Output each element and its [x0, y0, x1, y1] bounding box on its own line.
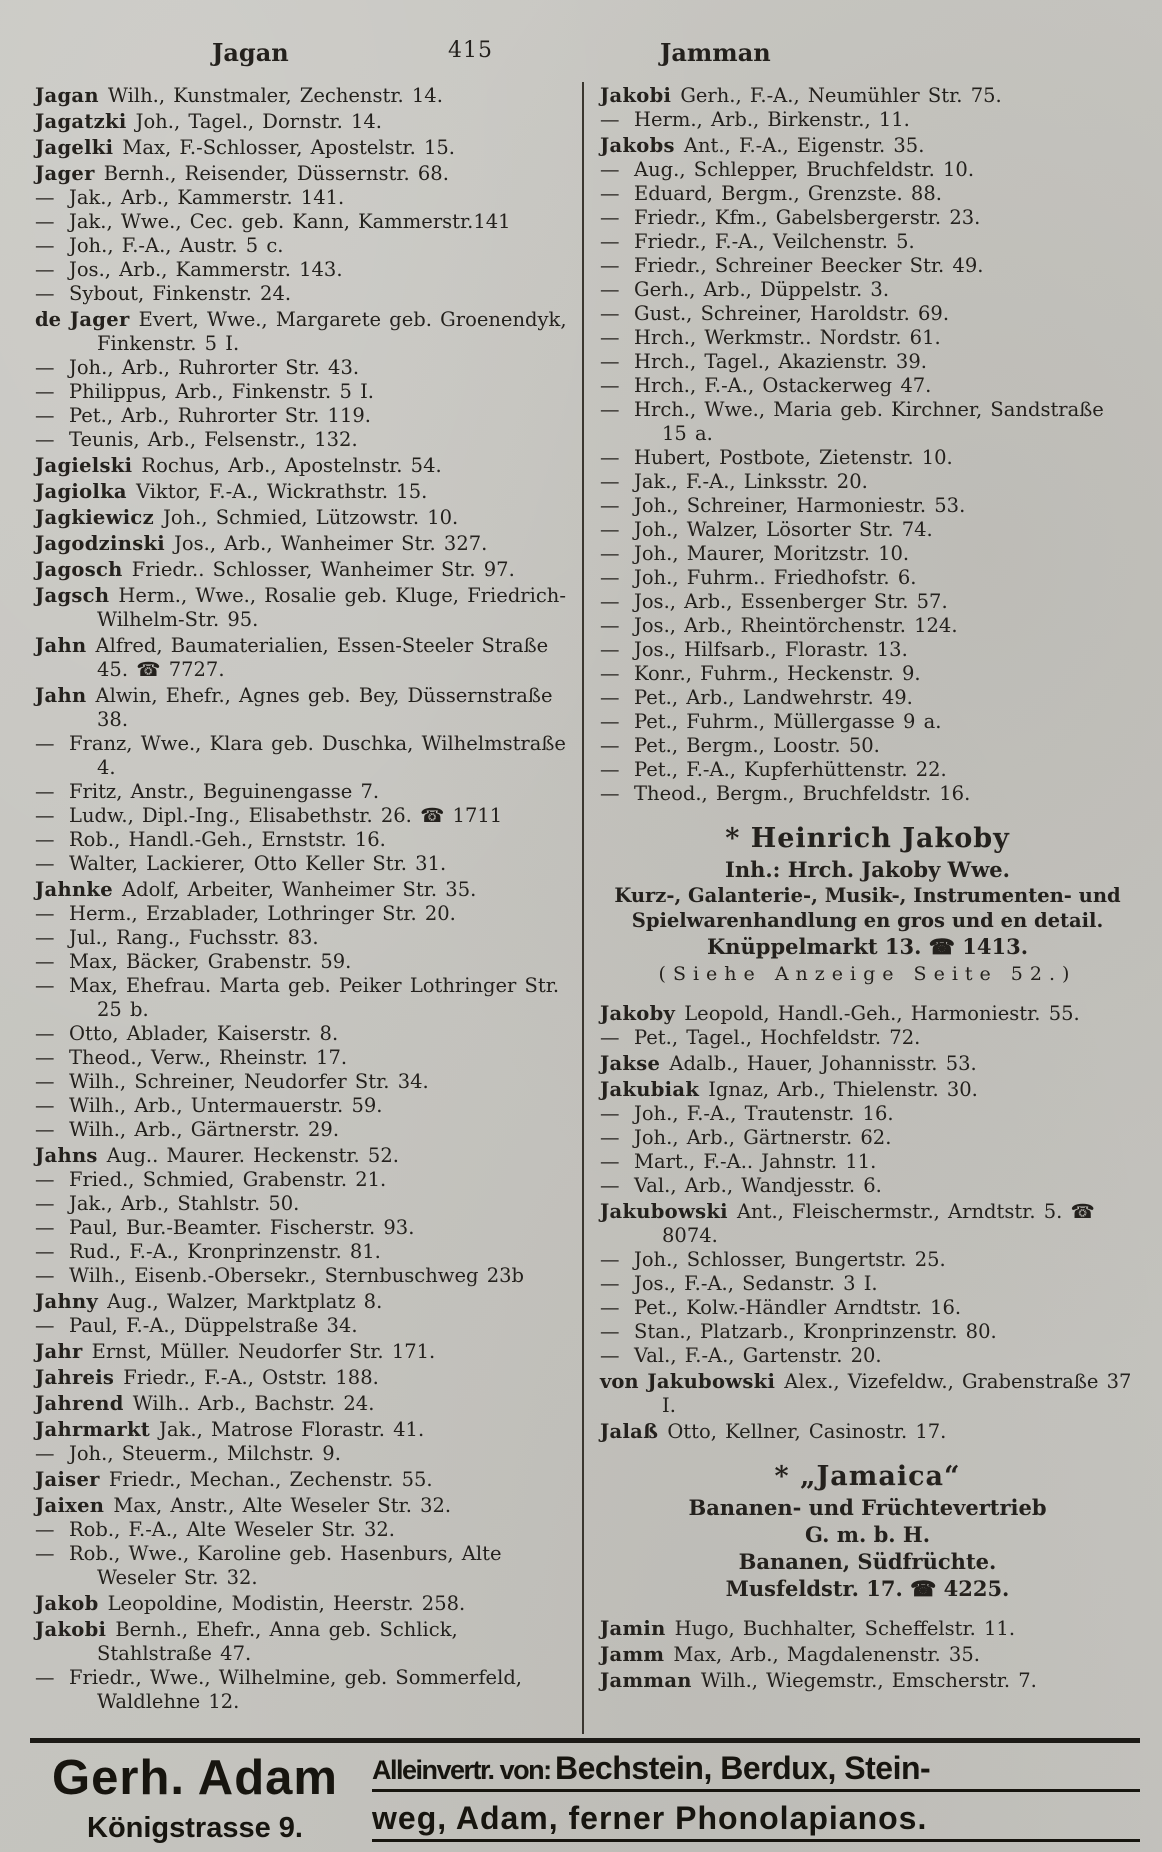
- ditto-dash: —: [35, 1666, 55, 1689]
- directory-entry: Jaiser Friedr., Mechan., Zechenstr. 55.: [35, 1468, 433, 1491]
- surname: Jaixen: [35, 1494, 114, 1517]
- advert-address: Knüppelmarkt 13. ☎ 1413.: [706, 934, 1029, 959]
- ditto-dash: —: [35, 258, 55, 281]
- directory-entry: — Fried., Schmied, Grabenstr. 21.: [35, 1168, 387, 1191]
- directory-entry: — Gerh., Arb., Düppelstr. 3.: [600, 278, 890, 301]
- ditto-dash: —: [35, 186, 55, 209]
- directory-entry: — Jos., F.-A., Sedanstr. 3 I.: [600, 1272, 878, 1295]
- directory-entry: — Aug., Schlepper, Bruchfeldstr. 10.: [600, 158, 975, 181]
- directory-entry: Jahn Alfred, Baumaterialien, Essen-Steeler Straße 45. ☎ 7727.: [35, 634, 549, 681]
- advert-brands-line1: [372, 1750, 1140, 1792]
- advert-address: Musfeldstr. 17. ☎ 4225.: [725, 1576, 1010, 1601]
- ditto-dash: —: [600, 638, 620, 661]
- directory-entry: Jahr Ernst, Müller. Neudorfer Str. 171.: [35, 1340, 436, 1363]
- directory-entry: Jagodzinski Jos., Arb., Wanheimer Str. 327.: [35, 532, 488, 555]
- surname: Jahnke: [35, 878, 123, 901]
- ditto-dash: —: [35, 1168, 55, 1191]
- directory-entry: — Philippus, Arb., Finkenstr. 5 I.: [35, 380, 374, 403]
- directory-entry: Jakoby Leopold, Handl.-Geh., Harmoniestr. 55.: [600, 1002, 1080, 1025]
- directory-entry: — Rud., F.-A., Kronprinzenstr. 81.: [35, 1240, 381, 1263]
- ditto-dash: —: [35, 1314, 55, 1337]
- directory-entry: Jager Bernh., Reisender, Düssernstr. 68.: [35, 162, 449, 185]
- directory-entry: — Walter, Lackierer, Otto Keller Str. 31.: [35, 852, 447, 875]
- ditto-dash: —: [35, 428, 55, 451]
- ditto-dash: —: [600, 614, 620, 637]
- name-prefix: von: [600, 1370, 648, 1393]
- surname: Jahrend: [35, 1392, 133, 1415]
- directory-entry: Jahrend Wilh.. Arb., Bachstr. 24.: [35, 1392, 375, 1415]
- ditto-dash: —: [600, 398, 620, 421]
- ditto-dash: —: [35, 1542, 55, 1565]
- page-header: [0, 38, 1162, 74]
- advert-company-block: [30, 1748, 360, 1848]
- directory-entry: — Pet., Tagel., Hochfeldstr. 72.: [600, 1026, 921, 1049]
- ditto-dash: —: [600, 108, 620, 131]
- advert-company-name: Gerh. Adam: [52, 1751, 338, 1805]
- directory-entry: Jakobs Ant., F.-A., Eigenstr. 35.: [600, 134, 925, 157]
- ditto-dash: —: [600, 278, 620, 301]
- directory-entry: Jakubiak Ignaz, Arb., Thielenstr. 30.: [600, 1078, 978, 1101]
- directory-entry: — Max, Ehefrau. Marta geb. Peiker Lothringer Str. 25 b.: [35, 974, 560, 1021]
- surname: Jahr: [35, 1340, 92, 1363]
- ditto-dash: —: [35, 950, 55, 973]
- advert-body: Spielwarenhandlung en gros und en detail.: [631, 909, 1104, 932]
- directory-columns: [35, 82, 1135, 1734]
- ditto-dash: —: [35, 356, 55, 379]
- surname: Jagelki: [35, 136, 123, 159]
- ditto-dash: —: [35, 282, 55, 305]
- directory-entry: — Joh., Arb., Gärtnerstr. 62.: [600, 1126, 892, 1149]
- surname: Jakobs: [600, 134, 684, 157]
- ditto-dash: —: [600, 734, 620, 757]
- directory-entry: — Theod., Verw., Rheinstr. 17.: [35, 1046, 348, 1069]
- directory-entry: Jaixen Max, Anstr., Alte Weseler Str. 32.: [35, 1494, 452, 1517]
- directory-entry: — Hrch., Tagel., Akazienstr. 39.: [600, 350, 927, 373]
- surname: Jakobi: [35, 1618, 116, 1641]
- directory-entry: — Pet., F.-A., Kupferhüttenstr. 22.: [600, 758, 947, 781]
- directory-entry: — Wilh., Eisenb.-Obersekr., Sternbuschweg 23b: [35, 1264, 524, 1287]
- surname: Jaiser: [35, 1468, 109, 1491]
- ditto-dash: —: [600, 662, 620, 685]
- directory-entry: — Herm., Arb., Birkenstr., 11.: [600, 108, 910, 131]
- advert-subtitle: G. m. b. H.: [804, 1522, 931, 1547]
- surname: Jagiolka: [35, 480, 136, 503]
- column-right: [582, 82, 1135, 1734]
- ditto-dash: —: [600, 350, 620, 373]
- ditto-dash: —: [600, 1248, 620, 1271]
- surname: Jamm: [600, 1643, 674, 1666]
- directory-entry: — Friedr., Kfm., Gabelsbergerstr. 23.: [600, 206, 981, 229]
- directory-entry: — Val., F.-A., Gartenstr. 20.: [600, 1344, 882, 1367]
- inline-advert-jakoby: [600, 822, 1135, 988]
- directory-entry: Jahnke Adolf, Arbeiter, Wanheimer Str. 35.: [35, 878, 477, 901]
- directory-entry: Jagielski Rochus, Arb., Apostelnstr. 54.: [35, 454, 442, 477]
- directory-entry: — Joh., Walzer, Lösorter Str. 74.: [600, 518, 933, 541]
- directory-entry: — Hrch., Wwe., Maria geb. Kirchner, Sandstraße 15 a.: [600, 398, 1104, 445]
- advert-title: * „Jamaica“: [774, 1461, 961, 1492]
- advert-company-street: Königstrasse 9.: [87, 1812, 303, 1844]
- directory-entry: — Jak., Arb., Stahlstr. 50.: [35, 1192, 300, 1215]
- directory-entry: Jahrmarkt Jak., Matrose Florastr. 41.: [35, 1418, 425, 1441]
- surname: Jakubowski: [600, 1200, 737, 1223]
- ditto-dash: —: [600, 710, 620, 733]
- directory-entry: — Theod., Bergm., Bruchfeldstr. 16.: [600, 782, 971, 805]
- surname: Jahn: [35, 684, 96, 707]
- directory-entry: — Hrch., F.-A., Ostackerweg 47.: [600, 374, 932, 397]
- ditto-dash: —: [35, 380, 55, 403]
- surname: Jamman: [600, 1669, 701, 1692]
- directory-entry: Jakobi Bernh., Ehefr., Anna geb. Schlick, Stahlstraße 47.: [35, 1618, 458, 1665]
- surname: Jagielski: [35, 454, 142, 477]
- directory-entry: Jagiolka Viktor, F.-A., Wickrathstr. 15.: [35, 480, 428, 503]
- ditto-dash: —: [35, 804, 55, 827]
- surname: Jahn: [35, 634, 96, 657]
- directory-entry: — Friedr., Wwe., Wilhelmine, geb. Sommerfeld, Waldlehne 12.: [35, 1666, 523, 1713]
- surname: Jagsch: [35, 584, 119, 607]
- header-keyword-right: Jamman: [660, 38, 771, 67]
- directory-entry: — Ludw., Dipl.-Ing., Elisabethstr. 26. ☎ 1711: [35, 804, 503, 827]
- directory-entry: — Joh., Arb., Ruhrorter Str. 43.: [35, 356, 360, 379]
- advert-brands-names: Bechstein, Berdux, Stein-: [555, 1750, 931, 1786]
- ditto-dash: —: [35, 1216, 55, 1239]
- ditto-dash: —: [600, 686, 620, 709]
- ditto-dash: —: [600, 758, 620, 781]
- ditto-dash: —: [600, 206, 620, 229]
- directory-entry: — Joh., Steuerm., Milchstr. 9.: [35, 1442, 341, 1465]
- directory-entry: — Pet., Fuhrm., Müllergasse 9 a.: [600, 710, 942, 733]
- ditto-dash: —: [35, 1070, 55, 1093]
- advert-brands-label: Alleinvertr. von:: [372, 1755, 551, 1785]
- advert-spaced: (Siehe Anzeige Seite 52.): [658, 963, 1077, 985]
- directory-entry: — Friedr., Schreiner Beecker Str. 49.: [600, 254, 984, 277]
- ditto-dash: —: [35, 1046, 55, 1069]
- directory-entry: Jagelki Max, F.-Schlosser, Apostelstr. 15.: [35, 136, 455, 159]
- directory-entry: Jakubowski Ant., Fleischermstr., Arndtstr. 5. ☎ 8074.: [600, 1200, 1095, 1247]
- directory-entry: — Hubert, Postbote, Zietenstr. 10.: [600, 446, 953, 469]
- ditto-dash: —: [35, 1022, 55, 1045]
- directory-entry: Jagosch Friedr.. Schlosser, Wanheimer Str. 97.: [35, 558, 515, 581]
- advert-gerh-adam: [30, 1748, 1140, 1848]
- directory-entry: — Jak., Wwe., Cec. geb. Kann, Kammerstr.141: [35, 210, 511, 233]
- surname: Jahrmarkt: [35, 1418, 160, 1441]
- ditto-dash: —: [600, 302, 620, 325]
- ditto-dash: —: [35, 1442, 55, 1465]
- header-keyword-left: Jagan: [212, 38, 289, 67]
- directory-entry: — Herm., Erzablader, Lothringer Str. 20.: [35, 902, 456, 925]
- surname: Jakoby: [600, 1002, 685, 1025]
- ditto-dash: —: [600, 1102, 620, 1125]
- surname: Jakobi: [600, 84, 681, 107]
- column-left: [35, 82, 582, 1734]
- directory-entry: — Paul, F.-A., Düppelstraße 34.: [35, 1314, 358, 1337]
- surname: Jakubiak: [600, 1078, 709, 1101]
- ditto-dash: —: [35, 1518, 55, 1541]
- directory-entry: Jagkiewicz Joh., Schmied, Lützowstr. 10.: [35, 506, 459, 529]
- ditto-dash: —: [35, 780, 55, 803]
- directory-entry: — Eduard, Bergm., Grenzste. 88.: [600, 182, 942, 205]
- directory-entry: Jamin Hugo, Buchhalter, Scheffelstr. 11.: [600, 1617, 1016, 1640]
- ditto-dash: —: [600, 542, 620, 565]
- advert-brands-line2: weg, Adam, ferner Phonolapianos.: [372, 1800, 1140, 1842]
- ditto-dash: —: [600, 182, 620, 205]
- directory-entry: — Max, Bäcker, Grabenstr. 59.: [35, 950, 352, 973]
- surname: Jakob: [35, 1592, 108, 1615]
- directory-entry: — Rob., Handl.-Geh., Ernststr. 16.: [35, 828, 386, 851]
- directory-entry: — Joh., F.-A., Austr. 5 c.: [35, 234, 284, 257]
- directory-entry: — Wilh., Schreiner, Neudorfer Str. 34.: [35, 1070, 429, 1093]
- ditto-dash: —: [600, 1320, 620, 1343]
- directory-entry: Jahns Aug.. Maurer. Heckenstr. 52.: [35, 1144, 399, 1167]
- ditto-dash: —: [600, 446, 620, 469]
- ditto-dash: —: [35, 1118, 55, 1141]
- name-prefix: de: [35, 308, 70, 331]
- ditto-dash: —: [600, 230, 620, 253]
- directory-entry: — Joh., Schreiner, Harmoniestr. 53.: [600, 494, 966, 517]
- surname: Jagkiewicz: [35, 506, 164, 529]
- surname: Jagan: [35, 84, 108, 107]
- ditto-dash: —: [35, 234, 55, 257]
- ditto-dash: —: [600, 374, 620, 397]
- directory-entry: von Jakubowski Alex., Vizefeldw., Grabenstraße 37 I.: [600, 1370, 1132, 1417]
- surname: Jahns: [35, 1144, 107, 1167]
- directory-entry: — Jos., Arb., Rheintörchenstr. 124.: [600, 614, 958, 637]
- directory-entry: — Wilh., Arb., Gärtnerstr. 29.: [35, 1118, 340, 1141]
- directory-entry: Jalaß Otto, Kellner, Casinostr. 17.: [600, 1420, 947, 1443]
- directory-entry: — Joh., F.-A., Trautenstr. 16.: [600, 1102, 894, 1125]
- ditto-dash: —: [600, 1174, 620, 1197]
- directory-entry: — Mart., F.-A.. Jahnstr. 11.: [600, 1150, 877, 1173]
- ditto-dash: —: [600, 782, 620, 805]
- directory-entry: — Joh., Fuhrm.. Friedhofstr. 6.: [600, 566, 917, 589]
- directory-entry: — Jos., Hilfsarb., Florastr. 13.: [600, 638, 908, 661]
- directory-entry: Jakse Adalb., Hauer, Johannisstr. 53.: [600, 1052, 977, 1075]
- directory-entry: — Franz, Wwe., Klara geb. Duschka, Wilhelmstraße 4.: [35, 732, 566, 779]
- directory-entry: Jahny Aug., Walzer, Marktplatz 8.: [35, 1290, 383, 1313]
- directory-entry: Jakobi Gerh., F.-A., Neumühler Str. 75.: [600, 84, 1002, 107]
- surname: Jamin: [600, 1617, 675, 1640]
- surname: Jager: [69, 308, 139, 331]
- ditto-dash: —: [600, 158, 620, 181]
- directory-entry: Jamman Wilh., Wiegemstr., Emscherstr. 7.: [600, 1669, 1037, 1692]
- ditto-dash: —: [600, 254, 620, 277]
- inline-advert-jamaica: [600, 1460, 1135, 1603]
- directory-entry: — Sybout, Finkenstr. 24.: [35, 282, 292, 305]
- ditto-dash: —: [35, 974, 55, 997]
- directory-entry: — Joh., Schlosser, Bungertstr. 25.: [600, 1248, 946, 1271]
- directory-entry: — Rob., Wwe., Karoline geb. Hasenburs, Alte Weseler Str. 32.: [35, 1542, 502, 1589]
- directory-entry: Jagatzki Joh., Tagel., Dornstr. 14.: [35, 110, 382, 133]
- surname: Jakubowski: [647, 1370, 785, 1393]
- ditto-dash: —: [600, 1126, 620, 1149]
- directory-entry: — Teunis, Arb., Felsenstr., 132.: [35, 428, 358, 451]
- surname: Jahny: [35, 1290, 108, 1313]
- directory-entry: — Gust., Schreiner, Haroldstr. 69.: [600, 302, 950, 325]
- ditto-dash: —: [600, 1344, 620, 1367]
- directory-entry: — Konr., Fuhrm., Heckenstr. 9.: [600, 662, 921, 685]
- advert-subtitle: Bananen- und Früchtevertrieb: [688, 1495, 1047, 1520]
- ditto-dash: —: [35, 1264, 55, 1287]
- advert-title: * Heinrich Jakoby: [725, 823, 1010, 854]
- ditto-dash: —: [600, 1296, 620, 1319]
- ditto-dash: —: [600, 590, 620, 613]
- directory-entry: — Wilh., Arb., Untermauerstr. 59.: [35, 1094, 383, 1117]
- directory-entry: de Jager Evert, Wwe., Margarete geb. Groenendyk, Finkenstr. 5 I.: [35, 308, 567, 355]
- directory-entry: — Pet., Arb., Ruhrorter Str. 119.: [35, 404, 371, 427]
- page-number: 415: [448, 38, 493, 63]
- advert-brands-block: [360, 1748, 1140, 1848]
- advert-subtitle: Bananen, Südfrüchte.: [738, 1549, 997, 1574]
- surname: Jagatzki: [35, 110, 136, 133]
- directory-entry: — Joh., Maurer, Moritzstr. 10.: [600, 542, 910, 565]
- ditto-dash: —: [600, 494, 620, 517]
- ditto-dash: —: [35, 1192, 55, 1215]
- advert-body: Kurz-, Galanterie-, Musik-, Instrumenten- und: [614, 884, 1121, 907]
- ditto-dash: —: [35, 852, 55, 875]
- directory-entry: — Pet., Bergm., Loostr. 50.: [600, 734, 880, 757]
- directory-entry: — Paul, Bur.-Beamter. Fischerstr. 93.: [35, 1216, 415, 1239]
- directory-entry: — Rob., F.-A., Alte Weseler Str. 32.: [35, 1518, 395, 1541]
- directory-entry: — Fritz, Anstr., Beguinengasse 7.: [35, 780, 380, 803]
- divider-rule: [30, 1738, 1140, 1743]
- directory-entry: Jakob Leopoldine, Modistin, Heerstr. 258.: [35, 1592, 466, 1615]
- ditto-dash: —: [600, 1026, 620, 1049]
- surname: Jagodzinski: [35, 532, 175, 555]
- ditto-dash: —: [35, 732, 55, 755]
- directory-entry: — Jos., Arb., Kammerstr. 143.: [35, 258, 343, 281]
- directory-entry: Jagsch Herm., Wwe., Rosalie geb. Kluge, Friedrich-Wilhelm-Str. 95.: [35, 584, 566, 631]
- ditto-dash: —: [35, 902, 55, 925]
- directory-entry: — Jos., Arb., Essenberger Str. 57.: [600, 590, 948, 613]
- ditto-dash: —: [35, 210, 55, 233]
- directory-entry: — Hrch., Werkmstr.. Nordstr. 61.: [600, 326, 941, 349]
- directory-entry: Jahn Alwin, Ehefr., Agnes geb. Bey, Düssernstraße 38.: [35, 684, 553, 731]
- directory-entry: — Jak., Arb., Kammerstr. 141.: [35, 186, 345, 209]
- surname: Jahreis: [35, 1366, 124, 1389]
- surname: Jager: [35, 162, 104, 185]
- surname: Jagosch: [35, 558, 132, 581]
- directory-entry: Jagan Wilh., Kunstmaler, Zechenstr. 14.: [35, 84, 443, 107]
- directory-entry: Jahreis Friedr., F.-A., Oststr. 188.: [35, 1366, 379, 1389]
- directory-entry: — Val., Arb., Wandjesstr. 6.: [600, 1174, 882, 1197]
- ditto-dash: —: [600, 470, 620, 493]
- ditto-dash: —: [35, 1094, 55, 1117]
- ditto-dash: —: [600, 518, 620, 541]
- directory-entry: — Pet., Arb., Landwehrstr. 49.: [600, 686, 913, 709]
- ditto-dash: —: [600, 566, 620, 589]
- directory-entry: — Jak., F.-A., Linksstr. 20.: [600, 470, 868, 493]
- surname: Jakse: [600, 1052, 670, 1075]
- ditto-dash: —: [600, 326, 620, 349]
- directory-entry: Jamm Max, Arb., Magdalenenstr. 35.: [600, 1643, 980, 1666]
- advert-subtitle: Inh.: Hrch. Jakoby Wwe.: [725, 857, 1010, 882]
- ditto-dash: —: [600, 1150, 620, 1173]
- ditto-dash: —: [35, 828, 55, 851]
- directory-entry: — Stan., Platzarb., Kronprinzenstr. 80.: [600, 1320, 997, 1343]
- surname: Jalaß: [600, 1420, 668, 1443]
- ditto-dash: —: [35, 404, 55, 427]
- directory-entry: — Jul., Rang., Fuchsstr. 83.: [35, 926, 319, 949]
- ditto-dash: —: [35, 926, 55, 949]
- directory-entry: — Pet., Kolw.-Händler Arndtstr. 16.: [600, 1296, 962, 1319]
- directory-entry: — Otto, Ablader, Kaiserstr. 8.: [35, 1022, 339, 1045]
- ditto-dash: —: [35, 1240, 55, 1263]
- directory-entry: — Friedr., F.-A., Veilchenstr. 5.: [600, 230, 915, 253]
- ditto-dash: —: [600, 1272, 620, 1295]
